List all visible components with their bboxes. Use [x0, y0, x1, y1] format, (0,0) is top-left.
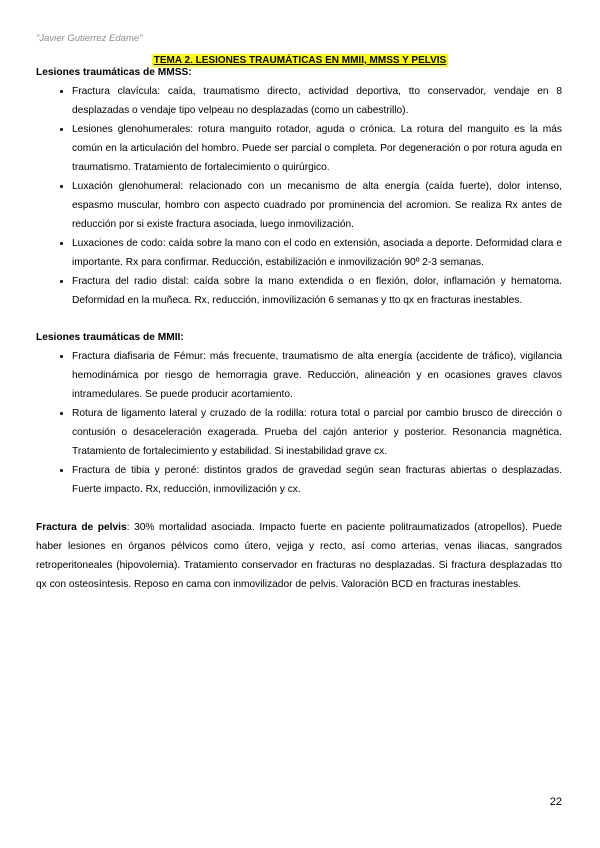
mmss-list: [36, 82, 562, 310]
spacer: [36, 499, 562, 518]
list-item: • Rotura de ligamento lateral y cruzado de la rodilla: rotura total o parcial por cambio brusco de dirección o contusión o desaceleración exagerada. Prueba del cajón anterior y posterior. Resonancia magnética. Tratamiento de fortalecimiento y estabilidad. Si inestabilidad grave cx.: [72, 404, 562, 461]
mmii-heading: Lesiones traumáticas de MMII:: [36, 332, 184, 343]
list-item: • Fractura diafisaria de Fémur: más frecuente, traumatismo de alta energía (accidente de tráfico), vigilancia hemodinámica por riesgo de hemorragia grave. Reducción, alineación y en ocasiones graves clavos intramedulares. Se puede producir acortamiento.: [72, 347, 562, 404]
list-item: • Fractura del radio distal: caída sobre la mano extendida o en flexión, dolor, inflamación y hematoma. Deformidad en la muñeca. Rx, reducción, inmovilización 6 semanas y tto qx en fracturas inestables.: [72, 272, 562, 310]
page-number: 22: [549, 796, 562, 808]
document-title: TEMA 2. LESIONES TRAUMÁTICAS EN MMII, MMSS Y PELVIS: [153, 55, 447, 66]
pelvis-text: : 30% mortalidad asociada. Impacto fuerte en paciente politraumatizados (atropellos). Puede haber lesiones en órganos pélvicos como útero, vejiga y recto, así como arterias, venas iliacas, sangrados retroperitoneales (hipovolemia). Tratamiento conservador en fracturas no desplazadas. Si fractura desplazadas tto qx con osteosíntesis. Reposo en cama con inmovilizador de pelvis. Valoración BCD en fracturas inestables.: [36, 522, 562, 590]
pelvis-paragraph: [36, 518, 562, 594]
mmii-list: [36, 347, 562, 499]
document-header: "Javier Gutierrez Edame": [36, 33, 143, 44]
list-item: • Fractura de tibia y peroné: distintos grados de gravedad según sean fracturas abiertas o desplazadas. Fuerte impacto. Rx, reducción, inmovilización y cx.: [72, 461, 562, 499]
list-item: • Lesiones glenohumerales: rotura manguito rotador, aguda o crónica. La rotura del manguito es la más común en la articulación del hombro. Puede ser parcial o completa. Por degeneración o por rotura aguda en traumatismo. Tratamiento de fortalecimiento o quirúrgico.: [72, 120, 562, 177]
pelvis-label: Fractura de pelvis: [36, 522, 127, 533]
spacer: [36, 310, 562, 329]
document-body: [36, 64, 562, 594]
mmss-heading: Lesiones traumáticas de MMSS:: [36, 67, 192, 78]
list-item: • Luxaciones de codo: caída sobre la mano con el codo en extensión, asociada a deporte. Deformidad clara e importante. Rx para confirmar. Reducción, estabilización e inmovilización 90º 2-3 semanas.: [72, 234, 562, 272]
list-item: • Luxación glenohumeral: relacionado con un mecanismo de alta energía (caída fuerte), dolor intenso, espasmo muscular, hombro con aspecto cuadrado por prominencia del acromion. Se realiza Rx antes de reducción por si existe fractura asociada, luego inmovilización.: [72, 177, 562, 234]
list-item: • Fractura clavícula: caída, traumatismo directo, actividad deportiva, tto conservador, vendaje en 8 desplazadas o vendaje tipo velpeau no desplazadas (como un cabestrillo).: [72, 82, 562, 120]
